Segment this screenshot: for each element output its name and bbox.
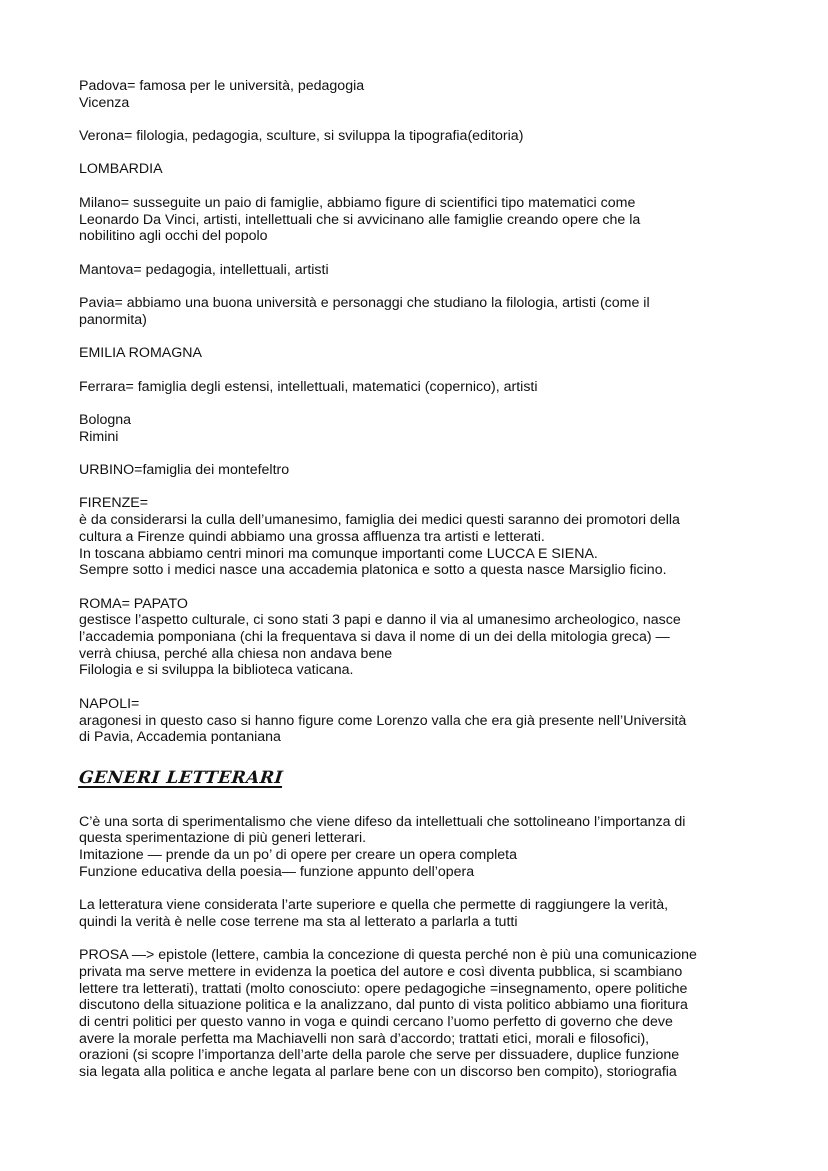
paragraph bbox=[79, 897, 769, 930]
section-heading: GENERI LETTERARI bbox=[77, 767, 285, 788]
paragraph bbox=[79, 195, 769, 245]
paragraph bbox=[79, 696, 769, 746]
text-line: Padova= famosa per le università, pedagogia bbox=[79, 78, 365, 94]
paragraph bbox=[79, 495, 769, 579]
text-line: l’accademia pomponiana (chi la frequentava si dava il nome di un dei della mitologia greca) — bbox=[79, 629, 670, 646]
paragraph bbox=[79, 161, 769, 178]
text-line: sia legata alla politica e anche legata al parlare bene con un discorso ben compito), storiografia bbox=[79, 1064, 677, 1081]
text-line: Pavia= abbiamo una buona università e personaggi che studiano la filologia, artisti (come il bbox=[79, 295, 650, 312]
text-line: FIRENZE= bbox=[79, 495, 148, 512]
text-line: panormita) bbox=[79, 311, 147, 328]
paragraph bbox=[79, 128, 769, 145]
paragraph bbox=[79, 412, 769, 445]
text-line: Verona= filologia, pedagogia, sculture, si sviluppa la tipografia(editoria) bbox=[79, 128, 524, 145]
text-line: lettere tra letterati), trattati (molto conosciuto: opere pedagogiche =insegnamento, opere politiche bbox=[79, 980, 688, 997]
text-line: Vicenza bbox=[79, 94, 130, 111]
text-line: LOMBARDIA bbox=[79, 161, 163, 178]
text-line: quindi la verità è nelle cose terrene ma sta al letterato a parlarla a tutti bbox=[79, 913, 518, 930]
text-line: Ferrara= famiglia degli estensi, intellettuali, matematici (copernico), artisti bbox=[79, 378, 538, 395]
text-line: Leonardo Da Vinci, artisti, intellettuali che si avvicinano alle famiglie creando opere che la bbox=[79, 211, 641, 228]
text-line: La letteratura viene considerata l’arte superiore e quella che permette di raggiungere la verità, bbox=[79, 897, 669, 914]
text-line: Filologia e si sviluppa la biblioteca vaticana. bbox=[79, 662, 354, 679]
text-line: è da considerarsi la culla dell’umanesimo, famiglia dei medici questi saranno dei promotori della bbox=[79, 512, 680, 529]
text-line: NAPOLI= bbox=[79, 695, 140, 712]
text-line: orazioni (si scopre l’importanza dell’arte della parole che serve per dissuadere, duplice funzione bbox=[79, 1047, 680, 1064]
text-line: ROMA= PAPATO bbox=[79, 595, 188, 612]
text-line: Bologna bbox=[79, 411, 132, 428]
text-line: di Pavia, Accademia pontaniana bbox=[79, 729, 281, 746]
paragraph bbox=[79, 596, 769, 680]
text-line: Imitazione — prende da un po’ di opere per creare un opera completa bbox=[79, 847, 517, 864]
paragraph bbox=[79, 345, 769, 362]
regions-section bbox=[79, 78, 769, 746]
text-line: aragonesi in questo caso si hanno figure come Lorenzo valla che era già presente nell’Università bbox=[79, 712, 687, 729]
paragraph bbox=[79, 262, 769, 279]
text-line: EMILIA ROMAGNA bbox=[79, 345, 202, 362]
paragraph bbox=[79, 814, 769, 881]
text-line: Sempre sotto i medici nasce una accademia platonica e sotto a questa nasce Marsiglio ficino. bbox=[79, 562, 667, 579]
document-page bbox=[79, 78, 769, 1098]
text-line: discutono della situazione politica e la analizzano, dal punto di vista politico abbiamo una fioritura bbox=[79, 997, 688, 1014]
text-line: nobilitino agli occhi del popolo bbox=[79, 228, 268, 245]
text-line: verrà chiusa, perché alla chiesa non andava bene bbox=[79, 645, 393, 662]
text-line: Milano= susseguite un paio di famiglie, abbiamo figure di scientifici tipo matematici come bbox=[79, 194, 636, 211]
paragraph bbox=[79, 379, 769, 396]
text-line: privata ma serve mettere in evidenza la poetica del autore e così diventa pubblica, si scambiano bbox=[79, 963, 683, 980]
genres-section bbox=[79, 814, 769, 1081]
text-line: PROSA —> epistole (lettere, cambia la concezione di questa perché non è più una comunicazione bbox=[79, 947, 697, 964]
paragraph bbox=[79, 947, 769, 1081]
text-line: Mantova= pedagogia, intellettuali, artisti bbox=[79, 261, 329, 278]
text-line: questa sperimentazione di più generi letterari. bbox=[79, 830, 367, 847]
text-line: avere la morale perfetta ma Machiavelli non sarà d’accordo; trattati etici, morali e filosofici), bbox=[79, 1030, 650, 1047]
paragraph bbox=[79, 78, 769, 111]
text-line: Funzione educativa della poesia— funzione appunto dell’opera bbox=[79, 863, 475, 880]
text-line: C’è una sorta di sperimentalismo che viene difeso da intellettuali che sottolineano l’importanza di bbox=[79, 813, 686, 830]
text-line: URBINO=famiglia dei montefeltro bbox=[79, 462, 290, 479]
heading-wrap bbox=[77, 767, 769, 788]
text-line: Rimini bbox=[79, 428, 119, 445]
paragraph bbox=[79, 462, 769, 479]
text-line: di centri politici per questo vanno in voga e quindi cercano l’uomo perfetto di governo che deve bbox=[79, 1014, 673, 1031]
text-line: cultura a Firenze quindi abbiamo una grossa affluenza tra artisti e letterati. bbox=[79, 528, 545, 545]
paragraph bbox=[79, 295, 769, 328]
text-line: gestisce l’aspetto culturale, ci sono stati 3 papi e danno il via al umanesimo archeologico, nasce bbox=[79, 612, 681, 629]
text-line: In toscana abbiamo centri minori ma comunque importanti come LUCCA E SIENA. bbox=[79, 545, 598, 562]
